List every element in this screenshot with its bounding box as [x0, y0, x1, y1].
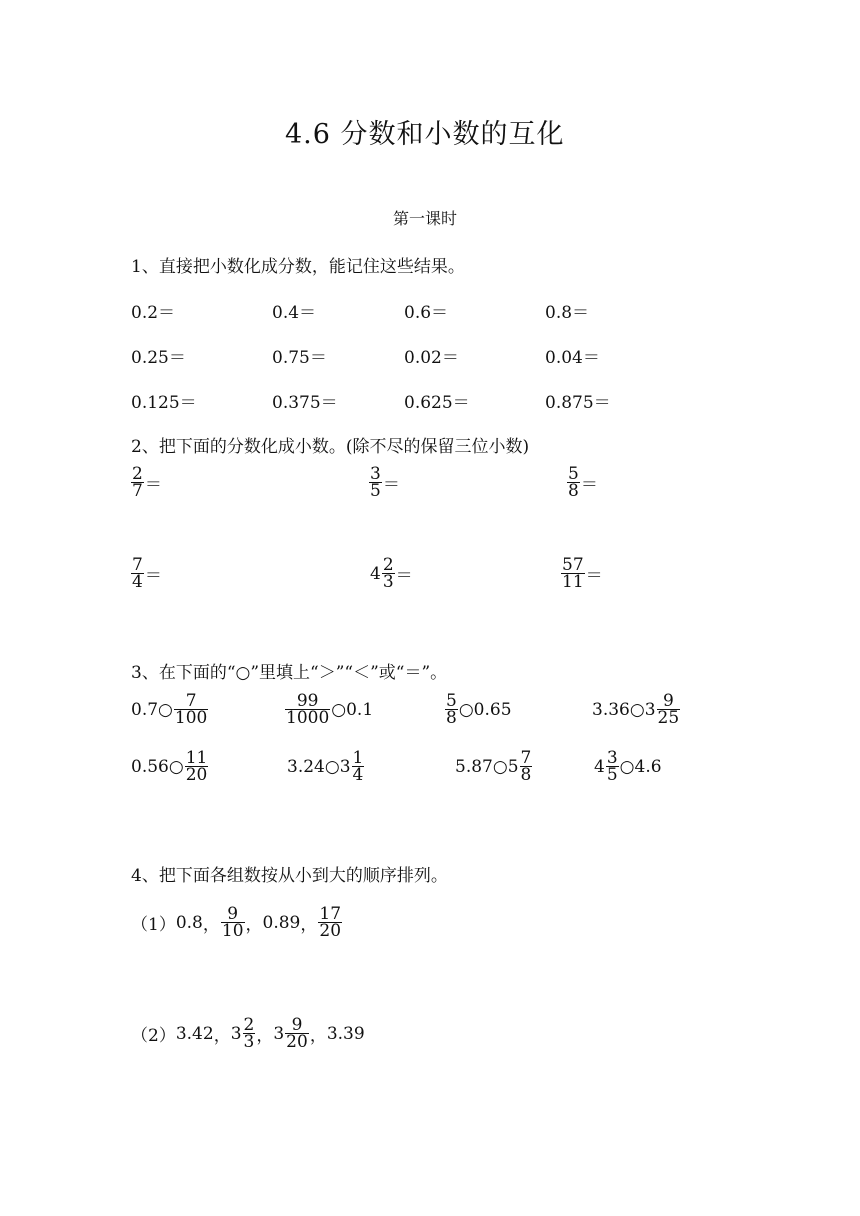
q1-item: 0.25＝: [131, 348, 186, 368]
q2-item: $\frac{2}{7}$ ＝: [132, 464, 162, 501]
fraction: $\frac{7}{4}$: [132, 555, 143, 592]
q3-item: 0.7 ○ $\frac{7}{100}$: [131, 691, 208, 728]
fraction: $\frac{7}{100}$: [174, 691, 208, 728]
fraction: $\frac{57}{11}$: [562, 555, 584, 592]
q4-prompt: 4、把下面各组数按从小到大的顺序排列。: [131, 866, 448, 886]
q4-group-1: （1） 0.8 ， $\frac{9}{10}$ ， 0.89 ， $\frac{17}{20}$: [131, 904, 342, 941]
q1-item: 0.375＝: [272, 393, 338, 413]
fraction: $\frac{2}{3}$: [382, 555, 394, 592]
compare-circle: ○: [492, 756, 508, 777]
q3-item: 3.24 ○ 3 $\frac{1}{4}$: [287, 748, 364, 785]
q1-item: 0.4＝: [272, 303, 317, 323]
compare-circle: ○: [629, 699, 645, 720]
fraction: $\frac{9}{20}$: [286, 1015, 308, 1052]
q2-item: $\frac{57}{11}$ ＝: [562, 555, 603, 592]
fraction: $\frac{2}{3}$: [243, 1015, 255, 1052]
q2-item: 4 $\frac{2}{3}$ ＝: [370, 555, 413, 592]
fraction: $\frac{1}{4}$: [352, 748, 364, 785]
fraction: $\frac{9}{25}$: [657, 691, 680, 728]
q1-prompt: 1、直接把小数化成分数，能记住这些结果。: [131, 257, 465, 277]
fraction: $\frac{5}{8}$: [568, 464, 579, 501]
q3-item: 4 $\frac{3}{5}$ ○ 4.6: [594, 748, 662, 785]
q1-item: 0.2＝: [131, 303, 176, 323]
fraction: $\frac{2}{7}$: [132, 464, 143, 501]
compare-circle: ○: [158, 699, 173, 720]
fraction: $\frac{7}{8}$: [520, 748, 532, 785]
fraction: $\frac{99}{1000}$: [286, 691, 330, 728]
compare-circle: ○: [331, 699, 347, 720]
q2-prompt: 2、把下面的分数化成小数。(除不尽的保留三位小数): [131, 437, 530, 457]
lesson-subtitle: 第一课时: [393, 209, 458, 228]
page-title: 4.6 分数和小数的互化: [285, 119, 565, 150]
fraction: $\frac{5}{8}$: [446, 691, 457, 728]
q3-prompt: 3、在下面的“○”里填上“＞”“＜”或“＝”。: [131, 663, 448, 683]
q2-item: $\frac{5}{8}$ ＝: [568, 464, 598, 501]
q1-item: 0.875＝: [545, 393, 611, 413]
fraction: $\frac{9}{10}$: [221, 904, 244, 941]
q3-item: 3.36 ○ 3 $\frac{9}{25}$: [592, 691, 680, 728]
q2-item: $\frac{3}{5}$ ＝: [370, 464, 400, 501]
compare-circle: ○: [168, 756, 184, 777]
q3-item: $\frac{5}{8}$ ○ 0.65: [446, 691, 512, 728]
fraction: $\frac{11}{20}$: [185, 748, 208, 785]
compare-circle: ○: [619, 756, 635, 777]
q1-item: 0.6＝: [404, 303, 449, 323]
q3-item: 0.56 ○ $\frac{11}{20}$: [131, 748, 208, 785]
fraction: $\frac{17}{20}$: [319, 904, 342, 941]
fraction: $\frac{3}{5}$: [370, 464, 381, 501]
q1-item: 0.75＝: [272, 348, 327, 368]
q1-item: 0.625＝: [404, 393, 470, 413]
q1-item: 0.8＝: [545, 303, 590, 323]
q3-item: $\frac{99}{1000}$ ○ 0.1: [286, 691, 374, 728]
q1-item: 0.02＝: [404, 348, 459, 368]
compare-circle: ○: [324, 756, 340, 777]
compare-circle: ○: [458, 699, 474, 720]
q1-item: 0.125＝: [131, 393, 197, 413]
q2-item: $\frac{7}{4}$ ＝: [132, 555, 162, 592]
q1-item: 0.04＝: [545, 348, 600, 368]
q3-item: 5.87 ○ 5 $\frac{7}{8}$: [455, 748, 532, 785]
fraction: $\frac{3}{5}$: [606, 748, 618, 785]
q4-group-2: （2） 3.42 ， 3 $\frac{2}{3}$ ， 3 $\frac{9}{20}$ ， 3.39: [131, 1015, 365, 1052]
